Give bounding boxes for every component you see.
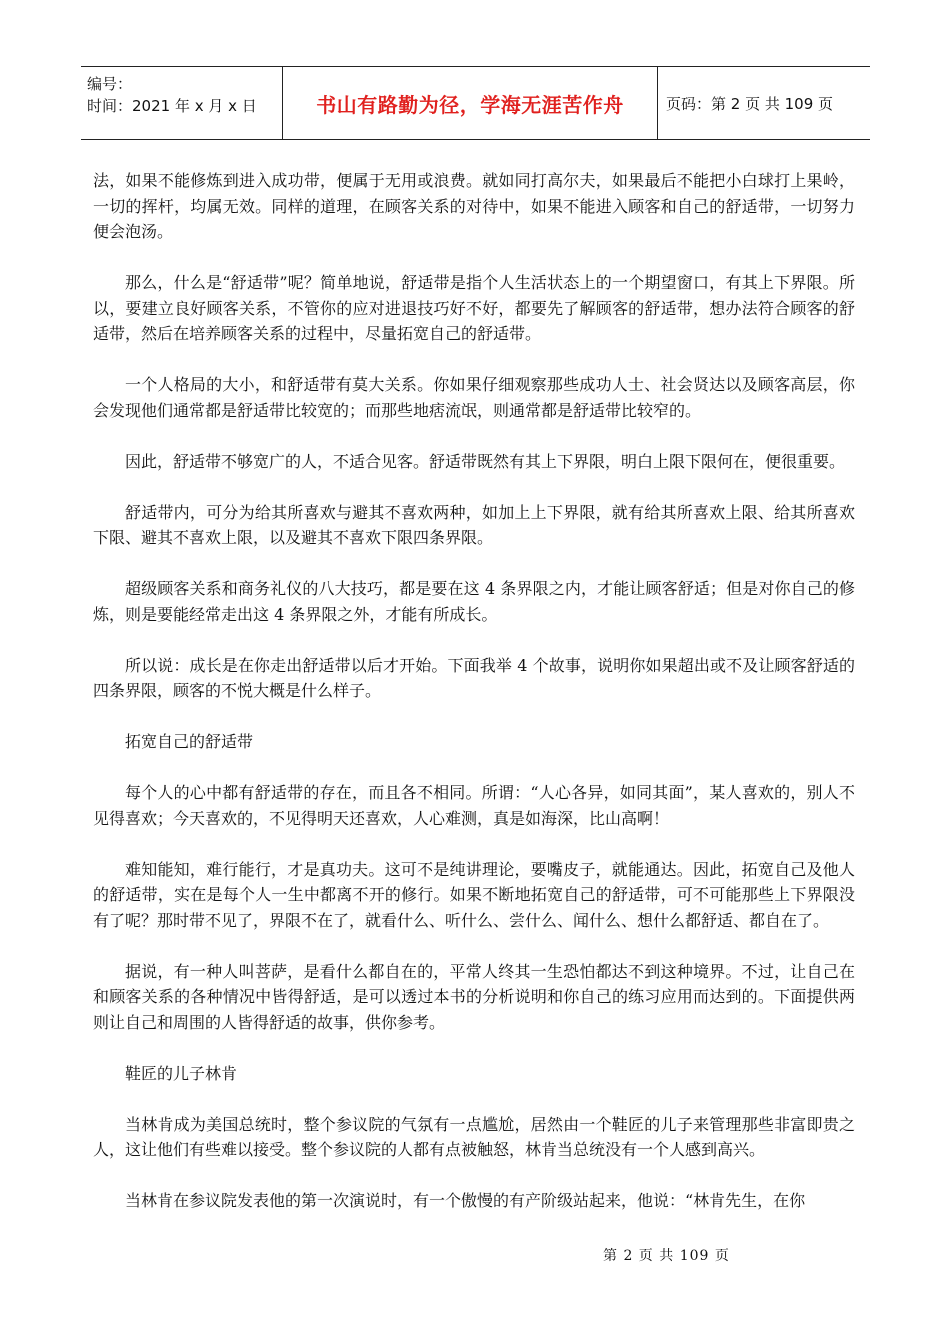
page-info: 页码：第 2 页 共 109 页 <box>666 94 834 113</box>
header-info-cell <box>81 67 283 139</box>
page-header <box>81 66 870 140</box>
section-heading: 拓宽自己的舒适带 <box>125 732 254 751</box>
document-body <box>93 168 855 1239</box>
header-motto-cell <box>283 67 658 139</box>
paragraph: 那么，什么是“舒适带”呢？简单地说，舒适带是指个人生活状态上的一个期望窗口，有其上下界限。所以，要建立良好顾客关系，不管你的应对进退技巧好不好，都要先了解顾客的舒适带，想办法符合顾客的舒适带，然后在培养顾客关系的过程中，尽量拓宽自己的舒适带。 <box>93 273 855 343</box>
paragraph: 当林肯在参议院发表他的第一次演说时，有一个傲慢的有产阶级站起来，他说：“林肯先生，在你 <box>125 1191 806 1210</box>
page-footer: 第 2 页 共 109 页 <box>603 1248 730 1264</box>
paragraph: 因此，舒适带不够宽广的人，不适合见客。舒适带既然有其上下界限，明白上限下限何在，便很重要。 <box>125 451 846 471</box>
date-label: 时间：2021 年 x 月 x 日 <box>87 97 257 115</box>
paragraph: 每个人的心中都有舒适带的存在，而且各不相同。所谓：“人心各异，如同其面”，某人喜欢的，别人不见得喜欢；今天喜欢的，不见得明天还喜欢，人心难测，真是如海深，比山高啊！ <box>93 783 855 828</box>
paragraph: 难知能知，难行能行，才是真功夫。这可不是纯讲理论，要嘴皮子，就能通达。因此，拓宽自己及他人的舒适带，实在是每个人一生中都离不开的修行。如果不断地拓宽自己的舒适带，可不可能那些上下界限没有了呢？那时带不见了，界限不在了，就看什么、听什么、尝什么、闻什么、想什么都舒适、都自在了。 <box>93 859 855 930</box>
paragraph: 一个人格局的大小，和舒适带有莫大关系。你如果仔细观察那些成功人士、社会贤达以及顾客高层，你会发现他们通常都是舒适带比较宽的；而那些地痞流氓，则通常都是舒适带比较窄的。 <box>93 375 855 420</box>
paragraph: 当林肯成为美国总统时，整个参议院的气氛有一点尴尬，居然由一个鞋匠的儿子来管理那些非富即贵之人，这让他们有些难以接受。整个参议院的人都有点被触怒，林肯当总统没有一个人感到高兴。 <box>93 1114 855 1159</box>
paragraph: 舒适带内，可分为给其所喜欢与避其不喜欢两种，如加上上下界限，就有给其所喜欢上限、给其所喜欢下限、避其不喜欢上限，以及避其不喜欢下限四条界限。 <box>93 502 855 547</box>
motto-text: 书山有路勤为径，学海无涯苦作舟 <box>316 92 624 117</box>
number-label: 编号： <box>87 75 133 93</box>
paragraph: 法，如果不能修炼到进入成功带，便属于无用或浪费。就如同打高尔夫，如果最后不能把小白球打上果岭，一切的挥杆，均属无效。同样的道理，在顾客关系的对待中，如果不能进入顾客和自己的舒适带，一切努力便会泡汤。 <box>93 171 855 241</box>
paragraph: 超级顾客关系和商务礼仪的八大技巧，都是要在这 4 条界限之内，才能让顾客舒适；但是对你自己的修炼，则是要能经常走出这 4 条界限之外，才能有所成长。 <box>93 579 855 624</box>
header-page-cell <box>658 67 870 139</box>
paragraph: 所以说：成长是在你走出舒适带以后才开始。下面我举 4 个故事，说明你如果超出或不及让顾客舒适的四条界限，顾客的不悦大概是什么样子。 <box>93 655 855 700</box>
section-heading: 鞋匠的儿子林肯 <box>125 1063 238 1083</box>
paragraph: 据说，有一种人叫菩萨，是看什么都自在的，平常人终其一生恐怕都达不到这种境界。不过，让自己在和顾客关系的各种情况中皆得舒适，是可以透过本书的分析说明和你自己的练习应用而达到的。下面提供两则让自己和周围的人皆得舒适的故事，供你参考。 <box>93 961 855 1032</box>
